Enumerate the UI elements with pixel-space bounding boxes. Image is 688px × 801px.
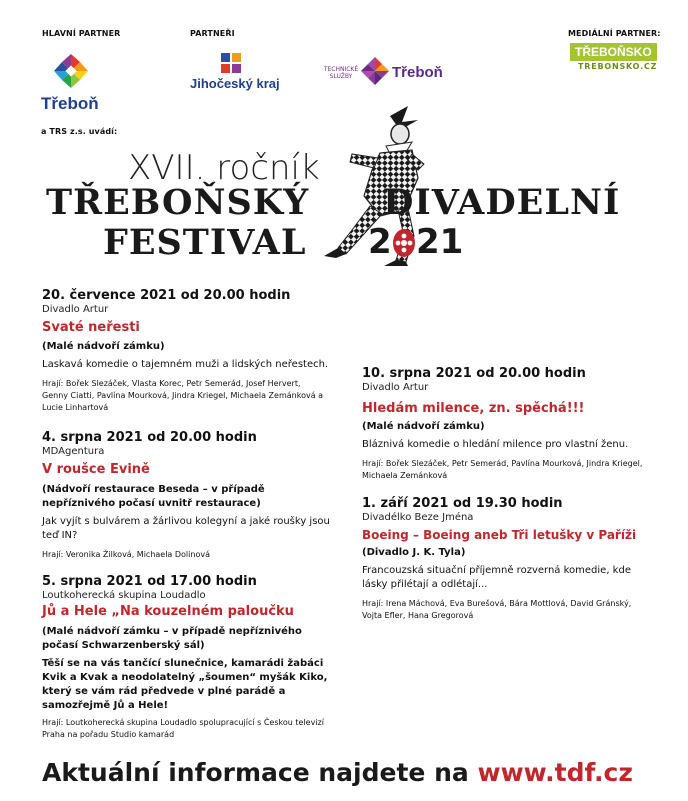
event-date: 1. září 2021 od 19.30 hodin (362, 496, 563, 511)
event-description: Těší se na vás tančící slunečnice, kamarádi žabáci Kvik a Kvak a neodolatelný „šoumen“ myšák Kiko, který se vám rád předvede v plné parádě a samozřejmě Jů a Hele! (42, 658, 328, 711)
event-cast: Hrají: Irena Máchová, Eva Burešová, Bára Mottlová, David Gránský, Vojta Efler, Hana Gregorová (362, 599, 632, 620)
event-group: Divadlo Artur (42, 304, 109, 315)
event-place: (Malé nádvoří zámku) (42, 341, 165, 352)
event-place: (Malé nádvoří zámku – v případě nepříznivého počasí Schwarzenberský sál) (42, 626, 302, 651)
event-5 (362, 496, 662, 622)
event-date: 10. srpna 2021 od 20.00 hodin (362, 366, 586, 381)
event-title: Hledám milence, zn. spěchá!!! (362, 401, 585, 416)
title-line1a: TŘEBOŇSKÝ (46, 182, 310, 223)
event-description: Bláznivá komedie o hledání milence pro vlastní ženu. (362, 439, 629, 450)
media-partner-label: MEDIÁLNÍ PARTNER: (568, 29, 661, 38)
event-description: Laskavá komedie o tajemném muži a lidských neřestech. (42, 359, 329, 370)
event-cast: Hrají: Bořek Slezáček, Petr Semerád, Pavlína Mourková, Jindra Kriegel, Michaela Zemánková (362, 459, 643, 480)
event-cast: Hrají: Loutkoherecká skupina Loudadlo spolupracující s Českou televizí Praha na pořadu Studio kamarád (42, 718, 324, 739)
event-title: Boeing – Boeing aneb Tři letušky v Paříži (362, 528, 637, 542)
event-cast: Hrají: Bořek Slezáček, Vlasta Korec, Petr Semerád, Josef Hervert, Genny Ciatti, Pavlína Mourková, Jindra Kriegel, Michaela Zemánková a Lucie Linhartová (42, 379, 324, 412)
partners-label: PARTNEŘI (190, 29, 235, 38)
footer-info (42, 758, 633, 787)
event-title: Svaté neřesti (42, 320, 140, 335)
partner-ts-town: Třeboň (392, 64, 443, 81)
event-title: V roušce Evině (42, 462, 150, 477)
year-suffix: 21 (416, 222, 464, 262)
jihocesky-kraj-logo-icon (219, 51, 243, 75)
event-place: (Malé nádvoří zámku) (362, 421, 485, 432)
year-prefix: 2 (368, 222, 392, 262)
event-place: (Nádvoří restaurace Beseda – v případě nepříznivého počasí uvnitř restaurace) (42, 484, 265, 509)
main-partner-name: Třeboň (41, 94, 99, 113)
event-date: 4. srpna 2021 od 20.00 hodin (42, 430, 257, 445)
technicke-sluzby-text (320, 66, 362, 80)
event-group: Divadlo Artur (362, 382, 429, 393)
technicke-sluzby-logo-icon (360, 56, 390, 86)
title-line2: FESTIVAL (103, 222, 307, 263)
event-title: Jů a Hele „Na kouzelném paloučku (42, 604, 294, 619)
event-description: Jak vyjít s bulvárem a žárlivou kolegyní a jaké roušky jsou teď IN? (42, 516, 330, 541)
media-url: TREBONSKO.CZ (578, 62, 658, 71)
event-1 (42, 288, 342, 414)
presents-text: a TRS z.s. uvádí: (41, 127, 118, 136)
footer-info-text: Aktuální informace najdete na (42, 758, 469, 787)
event-group: MDAgentura (42, 446, 105, 457)
event-cast: Hrají: Veronika Žilková, Michaela Dolinová (42, 550, 210, 559)
partner-jihocesky-kraj: Jihočeský kraj (190, 76, 280, 91)
event-date: 5. srpna 2021 od 17.00 hodin (42, 574, 257, 589)
event-group: Divadélko Beze Jména (362, 512, 474, 523)
event-2 (42, 430, 342, 561)
flower-zero-icon (392, 228, 416, 258)
sluzby-line: SLUŽBY (329, 73, 353, 80)
technicke-line: TECHNICKÉ (323, 66, 359, 73)
event-4 (362, 366, 662, 482)
footer-url-link[interactable]: www.tdf.cz (477, 758, 633, 787)
trebon-logo-icon (52, 52, 90, 90)
edition-text: XVII. ročník (128, 148, 320, 188)
media-logo: TŘEBOŇSKO (570, 43, 657, 61)
title-line1b: DIVADELNÍ (383, 182, 621, 223)
event-place: (Divadlo J. K. Tyla) (362, 547, 466, 558)
event-date: 20. července 2021 od 20.00 hodin (42, 288, 291, 303)
event-3 (42, 574, 342, 741)
main-partner-label: HLAVNÍ PARTNER (42, 29, 121, 38)
event-group: Loutkoherecká skupina Loudadlo (42, 590, 206, 601)
event-description: Francouzská situační příjemně rozverná komedie, kde lásky přilétají a odlétají... (362, 565, 631, 590)
